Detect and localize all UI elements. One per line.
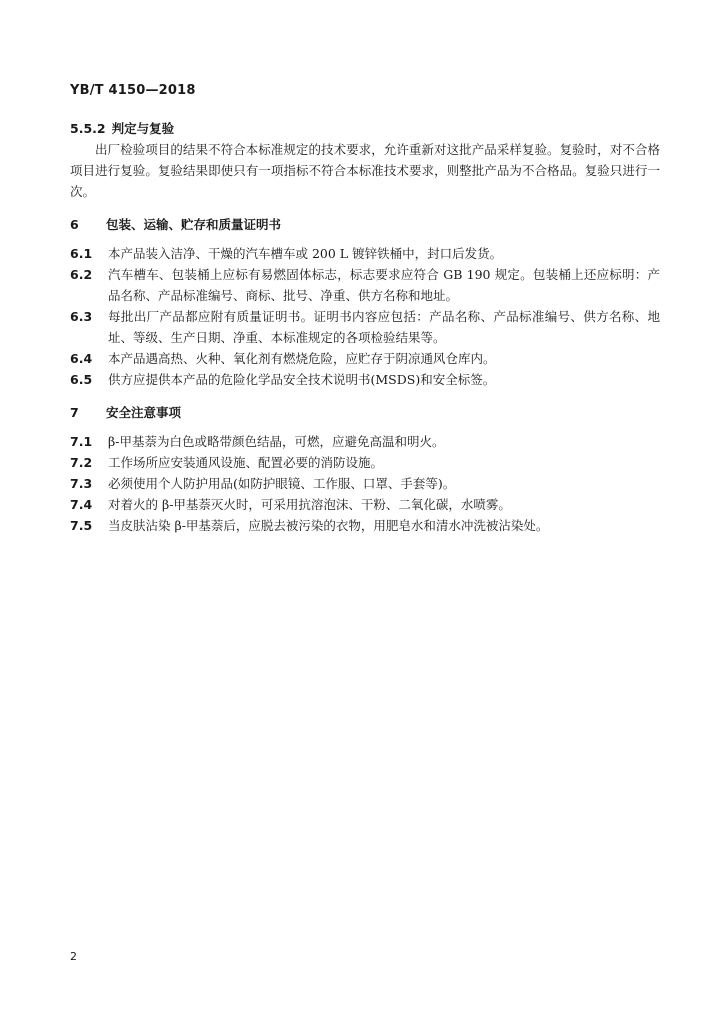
document-body bbox=[70, 118, 660, 536]
section-title: 包装、运输、贮存和质量证明书 bbox=[106, 217, 282, 232]
clause-text: 工作场所应安装通风设施、配置必要的消防设施。 bbox=[108, 455, 384, 470]
clause-number: 6.1 bbox=[70, 246, 93, 261]
clause-number: 7.4 bbox=[70, 497, 93, 512]
standard-code-header: YB/T 4150—2018 bbox=[70, 83, 196, 98]
clause-number: 7.5 bbox=[70, 518, 93, 533]
clause-6-5 bbox=[70, 369, 660, 390]
clause-number: 6.3 bbox=[70, 309, 93, 324]
clause-number: 7.1 bbox=[70, 434, 93, 449]
section-number: 7 bbox=[70, 405, 79, 420]
section-title: 判定与复验 bbox=[111, 121, 175, 136]
section-number: 6 bbox=[70, 217, 79, 232]
clause-7-3 bbox=[70, 473, 660, 494]
clause-7-1 bbox=[70, 431, 660, 452]
page-number: 2 bbox=[70, 950, 77, 963]
clause-number: 7.2 bbox=[70, 455, 93, 470]
clause-6-3 bbox=[70, 306, 660, 348]
clause-text: 本产品遇高热、火种、氧化剂有燃烧危险，应贮存于阴凉通风仓库内。 bbox=[108, 351, 496, 366]
section-5-5-2-heading bbox=[70, 118, 660, 139]
clause-text: 汽车槽车、包装桶上应标有易燃固体标志，标志要求应符合 GB 190 规定。包装桶上还应标明：产品名称、产品标准编号、商标、批号、净重、供方名称和地址。 bbox=[108, 267, 660, 303]
clause-6-4 bbox=[70, 348, 660, 369]
clause-text: β-甲基萘为白色或略带颜色结晶，可燃，应避免高温和明火。 bbox=[108, 434, 445, 449]
clause-text: 必须使用个人防护用品(如防护眼镜、工作服、口罩、手套等)。 bbox=[108, 476, 456, 491]
clause-text: 当皮肤沾染 β-甲基萘后，应脱去被污染的衣物，用肥皂水和清水冲洗被沾染处。 bbox=[108, 518, 549, 533]
clause-number: 7.3 bbox=[70, 476, 93, 491]
clause-7-4 bbox=[70, 494, 660, 515]
clause-text: 供方应提供本产品的危险化学品安全技术说明书(MSDS)和安全标签。 bbox=[108, 372, 496, 387]
section-number: 5.5.2 bbox=[70, 121, 106, 136]
clause-number: 6.4 bbox=[70, 351, 93, 366]
clause-text: 每批出厂产品都应附有质量证明书。证明书内容应包括：产品名称、产品标准编号、供方名称、地址、等级、生产日期、净重、本标准规定的各项检验结果等。 bbox=[108, 309, 660, 345]
section-5-5-2-paragraph: 出厂检验项目的结果不符合本标准规定的技术要求，允许重新对这批产品采样复验。复验时，对不合格项目进行复验。复验结果即使只有一项指标不符合本标准技术要求，则整批产品为不合格品。复验只进行一次。 bbox=[70, 142, 660, 199]
clause-6-1 bbox=[70, 243, 660, 264]
clause-7-5 bbox=[70, 515, 660, 536]
clause-number: 6.5 bbox=[70, 372, 93, 387]
clause-6-2 bbox=[70, 264, 660, 306]
clause-7-2 bbox=[70, 452, 660, 473]
section-title: 安全注意事项 bbox=[106, 405, 182, 420]
section-7-heading bbox=[70, 402, 660, 423]
clause-text: 对着火的 β-甲基萘灭火时，可采用抗溶泡沫、干粉、二氧化碳，水喷雾。 bbox=[108, 497, 511, 512]
section-6-heading bbox=[70, 214, 660, 235]
clause-text: 本产品装入洁净、干燥的汽车槽车或 200 L 镀锌铁桶中，封口后发货。 bbox=[108, 246, 503, 261]
clause-number: 6.2 bbox=[70, 267, 93, 282]
